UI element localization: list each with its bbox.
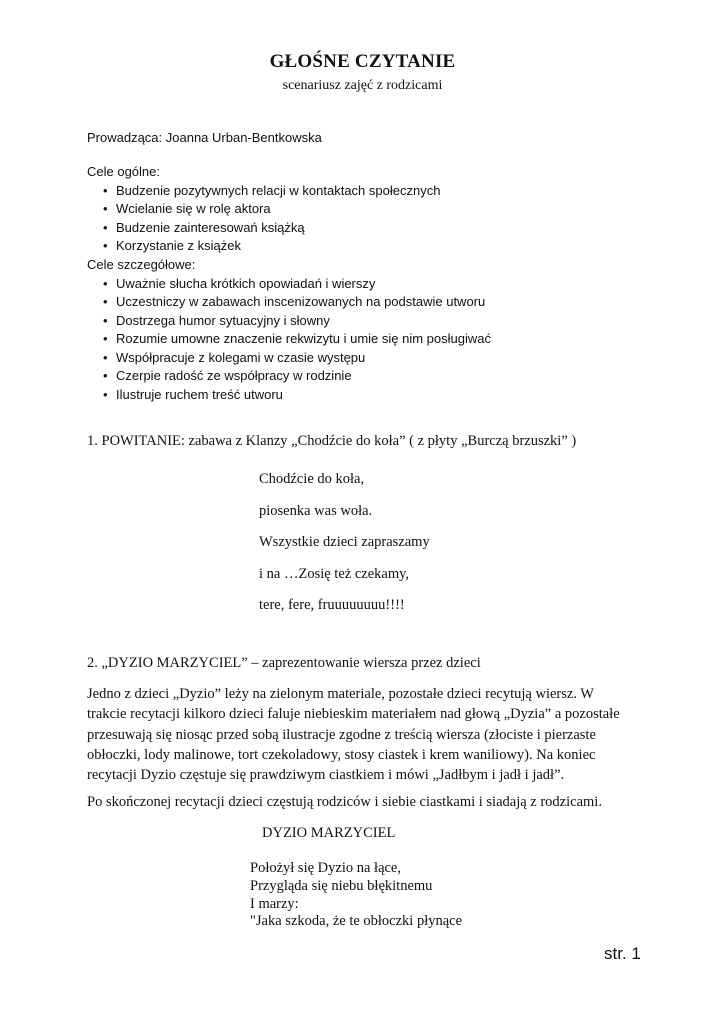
section-1-heading: 1. POWITANIE: zabawa z Klanzy „Chodźcie do koła” ( z płyty „Burczą brzuszki” ) <box>87 433 577 449</box>
specific-goals-list <box>87 275 491 405</box>
specific-goal-item-text: Dostrzega humor sytuacyjny i słowny <box>116 312 330 328</box>
specific-goal-item-text: Uczestniczy w zabawach inscenizowanych na podstawie utworu <box>116 294 486 309</box>
song-line: Chodźcie do koła, <box>259 471 365 487</box>
section-2-paragraph-1 <box>87 684 647 785</box>
general-goal-item-text: Wcielanie się w rolę aktora <box>116 201 271 216</box>
song-line: piosenka was woła. <box>259 502 373 519</box>
general-goal-item <box>87 182 440 201</box>
poem-text <box>250 860 462 931</box>
bullet-icon: • <box>103 182 108 198</box>
bullet-icon: • <box>103 349 108 365</box>
general-goal-item <box>87 237 440 256</box>
section-2-heading: 2. „DYZIO MARZYCIEL” – zaprezentowanie wiersza przez dzieci <box>87 655 481 671</box>
general-goal-item-text: Budzenie zainteresowań książką <box>116 219 305 235</box>
song-line: Wszystkie dzieci zapraszamy <box>259 534 430 550</box>
general-goal-item <box>87 200 440 219</box>
poem-title: DYZIO MARZYCIEL <box>262 825 396 841</box>
song-line: i na …Zosię też czekamy, <box>259 565 410 582</box>
general-goals-heading: Cele ogólne: <box>87 164 160 179</box>
document-subtitle: scenariusz zajęć z rodzicami <box>282 78 443 93</box>
specific-goals-heading: Cele szczegółowe: <box>87 257 196 272</box>
specific-goal-item-text: Uważnie słucha krótkich opowiadań i wierszy <box>116 275 376 291</box>
bullet-icon: • <box>103 386 108 402</box>
bullet-icon: • <box>103 331 108 346</box>
paragraph-line: recytacji Dyzio częstuje się prawdziwym ciastkiem i mówi „Jadłbym i jadł i jadł”. <box>87 767 565 784</box>
general-goal-item-text: Budzenie pozytywnych relacji w kontaktach społecznych <box>116 182 441 198</box>
general-goal-item-text: Korzystanie z książek <box>116 238 241 253</box>
general-goal-item <box>87 219 440 238</box>
poem-line: "Jaka szkoda, że te obłoczki płynące <box>250 913 463 930</box>
specific-goals-section <box>87 256 491 404</box>
specific-goal-item-text: Czerpie radość ze współpracy w rodzinie <box>116 368 352 383</box>
bullet-icon: • <box>103 368 108 383</box>
song-line: tere, fere, fruuuuuuuu!!!! <box>259 597 405 613</box>
page-number: str. 1 <box>604 944 641 963</box>
specific-goal-item <box>87 275 491 294</box>
specific-goal-item <box>87 386 491 405</box>
specific-goal-item-text: Rozumie umowne znaczenie rekwizytu i umie się nim posługiwać <box>116 331 491 346</box>
specific-goal-item <box>87 293 491 312</box>
poem-line: I marzy: <box>250 895 299 912</box>
bullet-icon: • <box>103 238 108 253</box>
song-lyrics <box>259 464 430 622</box>
specific-goal-item <box>87 330 491 349</box>
paragraph-line: trakcie recytacji kilkoro dzieci faluje niebieskim materiałem nad głową „Dyzia” a pozostałe <box>87 706 620 723</box>
specific-goal-item-text: Współpracuje z kolegami w czasie występu <box>116 349 366 365</box>
paragraph-line: Jedno z dzieci „Dyzio” leży na zielonym materiale, pozostałe dzieci recytują wiersz. W <box>87 686 594 702</box>
bullet-icon: • <box>103 312 108 328</box>
bullet-icon: • <box>103 275 108 291</box>
specific-goal-item-text: Ilustruje ruchem treść utworu <box>116 386 283 402</box>
paragraph-line: przesuwają się niosąc przed sobą ilustracje zgodne z treścią wiersza (złociste i pierzaste <box>87 726 596 743</box>
poem-line: Położył się Dyzio na łące, <box>250 860 401 876</box>
bullet-icon: • <box>103 201 108 216</box>
bullet-icon: • <box>103 219 108 235</box>
bullet-icon: • <box>103 294 108 309</box>
general-goals-list <box>87 182 440 256</box>
general-goals-section <box>87 163 440 256</box>
poem-line: Przygląda się niebu błękitnemu <box>250 877 433 894</box>
specific-goal-item <box>87 312 491 331</box>
section-2-paragraph-2: Po skończonej recytacji dzieci częstują rodziców i siebie ciastkami i siadają z rodzicami. <box>87 794 602 810</box>
leader-line: Prowadząca: Joanna Urban-Bentkowska <box>87 130 322 145</box>
document-title: GŁOŚNE CZYTANIE <box>269 51 456 72</box>
specific-goal-item <box>87 349 491 368</box>
paragraph-line: obłoczki, lody malinowe, tort czekoladowy, stosy ciastek i krem waniliowy). Na koniec <box>87 746 596 763</box>
specific-goal-item <box>87 367 491 386</box>
